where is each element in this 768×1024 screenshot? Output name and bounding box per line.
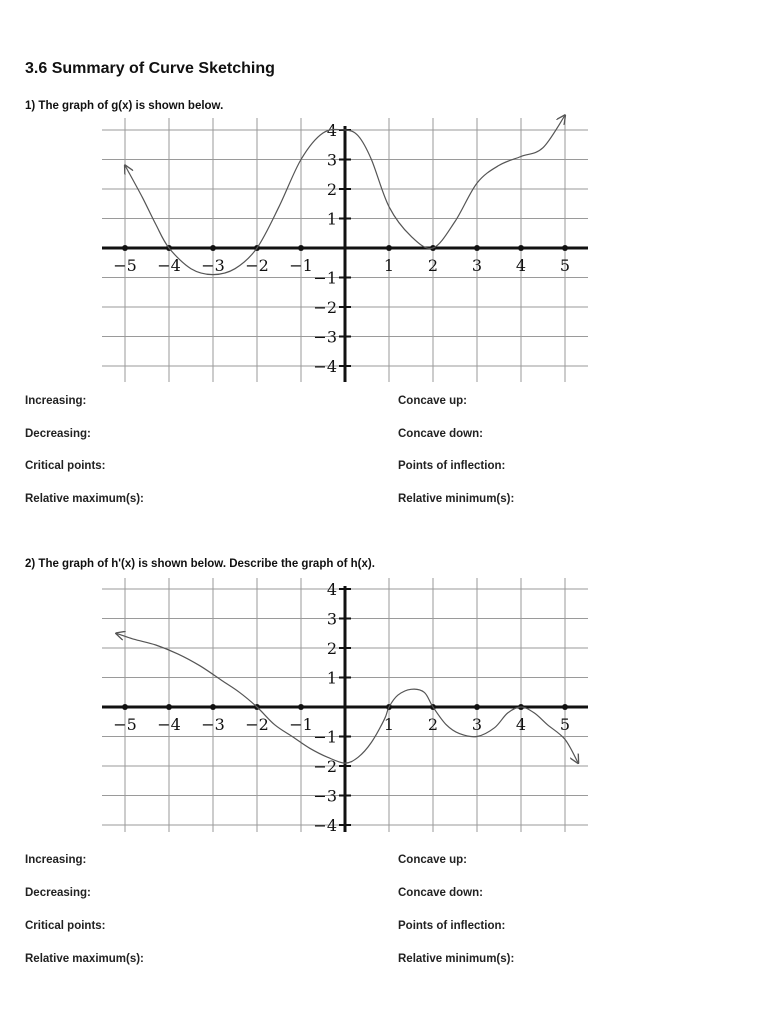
x-tick-mark bbox=[562, 245, 568, 251]
y-tick-label: 1 bbox=[326, 668, 337, 688]
x-tick-mark bbox=[562, 704, 568, 710]
x-tick-label: 4 bbox=[515, 256, 527, 275]
x-tick-mark bbox=[474, 704, 480, 710]
x-tick-mark bbox=[298, 245, 304, 251]
p1-concave-up-label: Concave up: bbox=[398, 395, 468, 407]
p2-decreasing-label: Decreasing: bbox=[25, 887, 91, 899]
x-tick-label: −5 bbox=[113, 256, 137, 275]
x-tick-label: −1 bbox=[289, 715, 313, 734]
y-tick-label: 3 bbox=[326, 609, 337, 629]
x-tick-label: −3 bbox=[201, 715, 225, 734]
x-tick-label: −3 bbox=[201, 256, 225, 275]
y-tick-label: 1 bbox=[326, 209, 337, 229]
p1-increasing-label: Increasing: bbox=[25, 395, 87, 407]
x-tick-label: 5 bbox=[559, 715, 571, 734]
x-tick-label: −2 bbox=[245, 256, 269, 275]
x-tick-label: 2 bbox=[427, 256, 439, 275]
x-tick-mark bbox=[298, 704, 304, 710]
p1-inflection-label: Points of inflection: bbox=[398, 460, 506, 472]
graph-h-prime-of-x bbox=[0, 570, 768, 840]
x-tick-mark bbox=[210, 245, 216, 251]
y-tick-label: −2 bbox=[313, 298, 337, 317]
p1-critical-points-label: Critical points: bbox=[25, 460, 106, 472]
x-tick-mark bbox=[122, 245, 128, 251]
y-tick-label: −4 bbox=[313, 357, 337, 376]
p1-decreasing-label: Decreasing: bbox=[25, 428, 91, 440]
x-tick-mark bbox=[386, 245, 392, 251]
p2-concave-up-label: Concave up: bbox=[398, 854, 468, 866]
p1-concave-down-label: Concave down: bbox=[398, 428, 483, 440]
y-tick-label: 4 bbox=[326, 580, 337, 599]
x-tick-label: 3 bbox=[471, 715, 483, 734]
p2-increasing-label: Increasing: bbox=[25, 854, 87, 866]
x-tick-mark bbox=[122, 704, 128, 710]
y-tick-label: −1 bbox=[313, 268, 337, 288]
p2-critical-points-label: Critical points: bbox=[25, 920, 106, 932]
p1-relative-max-label: Relative maximum(s): bbox=[25, 493, 144, 505]
x-tick-label: −1 bbox=[289, 256, 313, 275]
y-tick-label: −3 bbox=[313, 327, 337, 347]
y-tick-label: −2 bbox=[313, 757, 337, 776]
y-tick-label: 2 bbox=[326, 639, 337, 658]
y-tick-label: 3 bbox=[326, 150, 337, 170]
graph-g-of-x bbox=[0, 100, 768, 390]
x-tick-label: 2 bbox=[427, 715, 439, 734]
x-tick-label: 5 bbox=[559, 256, 571, 275]
page-title: 3.6 Summary of Curve Sketching bbox=[25, 60, 275, 77]
p2-concave-down-label: Concave down: bbox=[398, 887, 483, 899]
y-tick-label: 4 bbox=[326, 121, 337, 140]
x-tick-label: −2 bbox=[245, 715, 269, 734]
y-tick-label: −4 bbox=[313, 816, 337, 835]
problem-1-prompt: 1) The graph of g(x) is shown below. bbox=[25, 100, 224, 112]
x-tick-label: −4 bbox=[157, 256, 181, 275]
x-tick-label: −4 bbox=[157, 715, 181, 734]
x-tick-label: 3 bbox=[471, 256, 483, 275]
series-line-0 bbox=[116, 633, 578, 763]
x-tick-mark bbox=[166, 704, 172, 710]
y-tick-label: −1 bbox=[313, 727, 337, 747]
x-tick-mark bbox=[210, 704, 216, 710]
problem-2-prompt: 2) The graph of h'(x) is shown below. Describe the graph of h(x). bbox=[25, 558, 375, 570]
x-tick-mark bbox=[474, 245, 480, 251]
x-tick-label: 1 bbox=[383, 256, 395, 275]
x-tick-label: −5 bbox=[113, 715, 137, 734]
y-tick-label: −3 bbox=[313, 786, 337, 806]
p2-relative-min-label: Relative minimum(s): bbox=[398, 953, 515, 965]
x-tick-label: 4 bbox=[515, 715, 527, 734]
p1-relative-min-label: Relative minimum(s): bbox=[398, 493, 515, 505]
p2-relative-max-label: Relative maximum(s): bbox=[25, 953, 144, 965]
y-tick-label: 2 bbox=[326, 180, 337, 199]
p2-inflection-label: Points of inflection: bbox=[398, 920, 506, 932]
x-tick-mark bbox=[518, 245, 524, 251]
x-tick-label: 1 bbox=[383, 715, 395, 734]
